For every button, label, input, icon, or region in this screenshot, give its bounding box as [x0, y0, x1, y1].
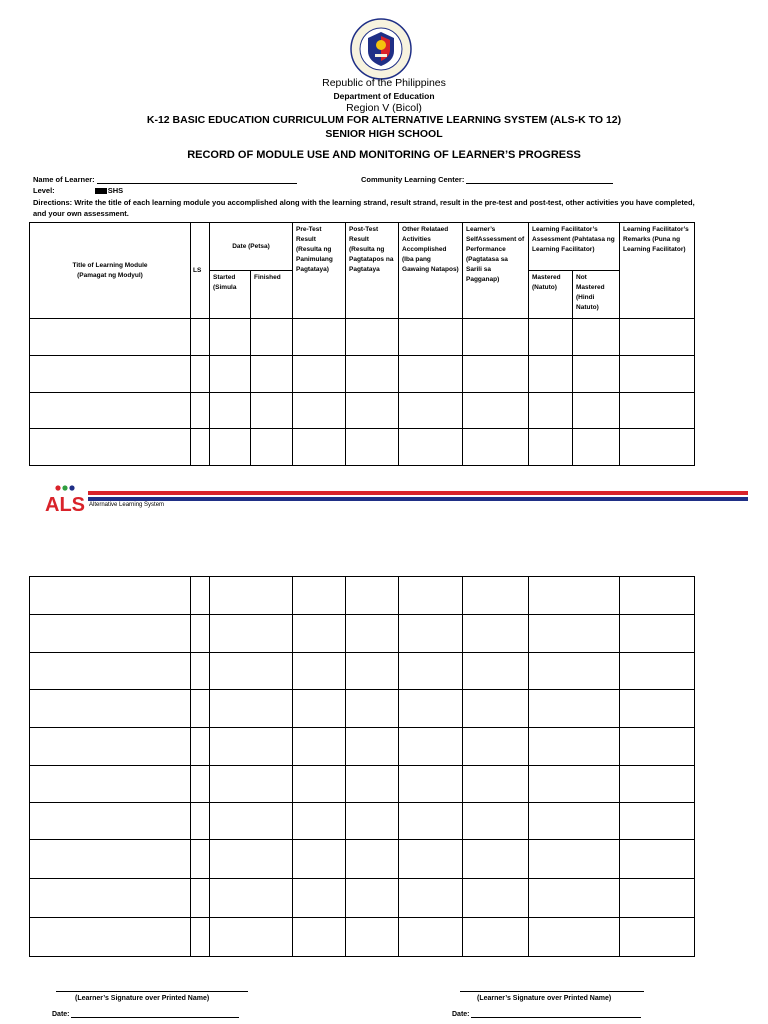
col-mastered: Mastered (Natuto) [529, 271, 573, 319]
learner-name-field[interactable] [33, 175, 297, 184]
col-self-assessment: Learner’s SelfAssessment of Performance (Pagtatasa sa Sarili sa Pagganap) [463, 223, 529, 319]
col-date: Date (Petsa) [210, 223, 293, 271]
banner-blue-stripe [88, 497, 748, 501]
col-ls: LS [191, 223, 210, 319]
republic-text: Republic of the Philippines [322, 77, 446, 89]
date-field-left[interactable] [52, 1009, 239, 1018]
als-logo [44, 484, 86, 514]
col-started: Started (Simula [210, 271, 251, 319]
col-posttest: Post-Test Result (Resulta ng Pagtatapos na Pagtataya [346, 223, 399, 319]
signature-label-left: (Learner’s Signature over Printed Name) [75, 995, 210, 1002]
table-row [30, 319, 695, 356]
date-label-right: Date: [452, 1011, 470, 1018]
region-text: Region V (Bicol) [346, 102, 422, 114]
table-row [30, 879, 695, 918]
learner-name-label: Name of Learner: [33, 175, 95, 184]
col-title-module: Title of Learning Module (Pamagat ng Modyul) [30, 223, 191, 319]
col-facilitator-remarks: Learning Facilitator’s Remarks (Puna ng Learning Facilitator) [620, 223, 695, 319]
learner-name-line[interactable] [97, 175, 297, 184]
signature-label-right: (Learner’s Signature over Printed Name) [477, 995, 612, 1002]
school-title: SENIOR HIGH SCHOOL [325, 128, 443, 140]
date-line-left[interactable] [71, 1009, 239, 1018]
level-field [33, 186, 123, 195]
community-center-line[interactable] [466, 175, 613, 184]
als-caption: Alternative Learning System [89, 502, 165, 508]
table-row [30, 840, 695, 879]
table-row [30, 429, 695, 466]
department-text: Department of Education [333, 91, 435, 101]
table-row [30, 577, 695, 615]
col-facilitator-assessment: Learning Facilitator’s Assessment (Pahtatasa ng Learning Facilitator) [529, 223, 620, 271]
date-line-right[interactable] [471, 1009, 641, 1018]
curriculum-title: K-12 BASIC EDUCATION CURRICULUM FOR ALTERNATIVE LEARNING SYSTEM (ALS-K TO 12) [146, 114, 622, 126]
module-record-table-continued [29, 576, 695, 957]
record-title: RECORD OF MODULE USE AND MONITORING OF LEARNER’S PROGRESS [187, 149, 581, 161]
als-logo-text: ALS [45, 494, 85, 514]
table-row [30, 653, 695, 690]
community-center-label: Community Learning Center: [361, 175, 465, 184]
table-row [30, 766, 695, 803]
table-row [30, 393, 695, 429]
table-row [30, 690, 695, 728]
level-checkbox[interactable] [95, 188, 107, 194]
date-field-right[interactable] [452, 1009, 641, 1018]
table-row [30, 803, 695, 840]
module-record-table [29, 222, 695, 466]
col-pretest: Pre-Test Result (Resulta ng Panimulang Pagtataya) [293, 223, 346, 319]
level-value: SHS [107, 186, 124, 195]
signature-line-right[interactable] [460, 991, 644, 992]
date-label-left: Date: [52, 1011, 70, 1018]
deped-seal [350, 18, 412, 80]
level-label: Level: [33, 186, 55, 195]
table-row [30, 356, 695, 393]
community-center-field[interactable] [361, 175, 613, 184]
directions-text: Directions: Write the title of each learning module you accomplished along with the learning strand, result strand, result in the pre-test and post-test, other activities you have completed, and your own assessment. [33, 198, 695, 218]
table-row [30, 918, 695, 957]
table-row [30, 728, 695, 766]
signature-line-left[interactable] [56, 991, 248, 992]
col-finished: Finished [251, 271, 293, 319]
table-row [30, 615, 695, 653]
col-not-mastered: Not Mastered (Hindi Natuto) [573, 271, 620, 319]
col-other-activities: Other Relataed Activities Accomplished (Iba pang Gawaing Natapos) [399, 223, 463, 319]
